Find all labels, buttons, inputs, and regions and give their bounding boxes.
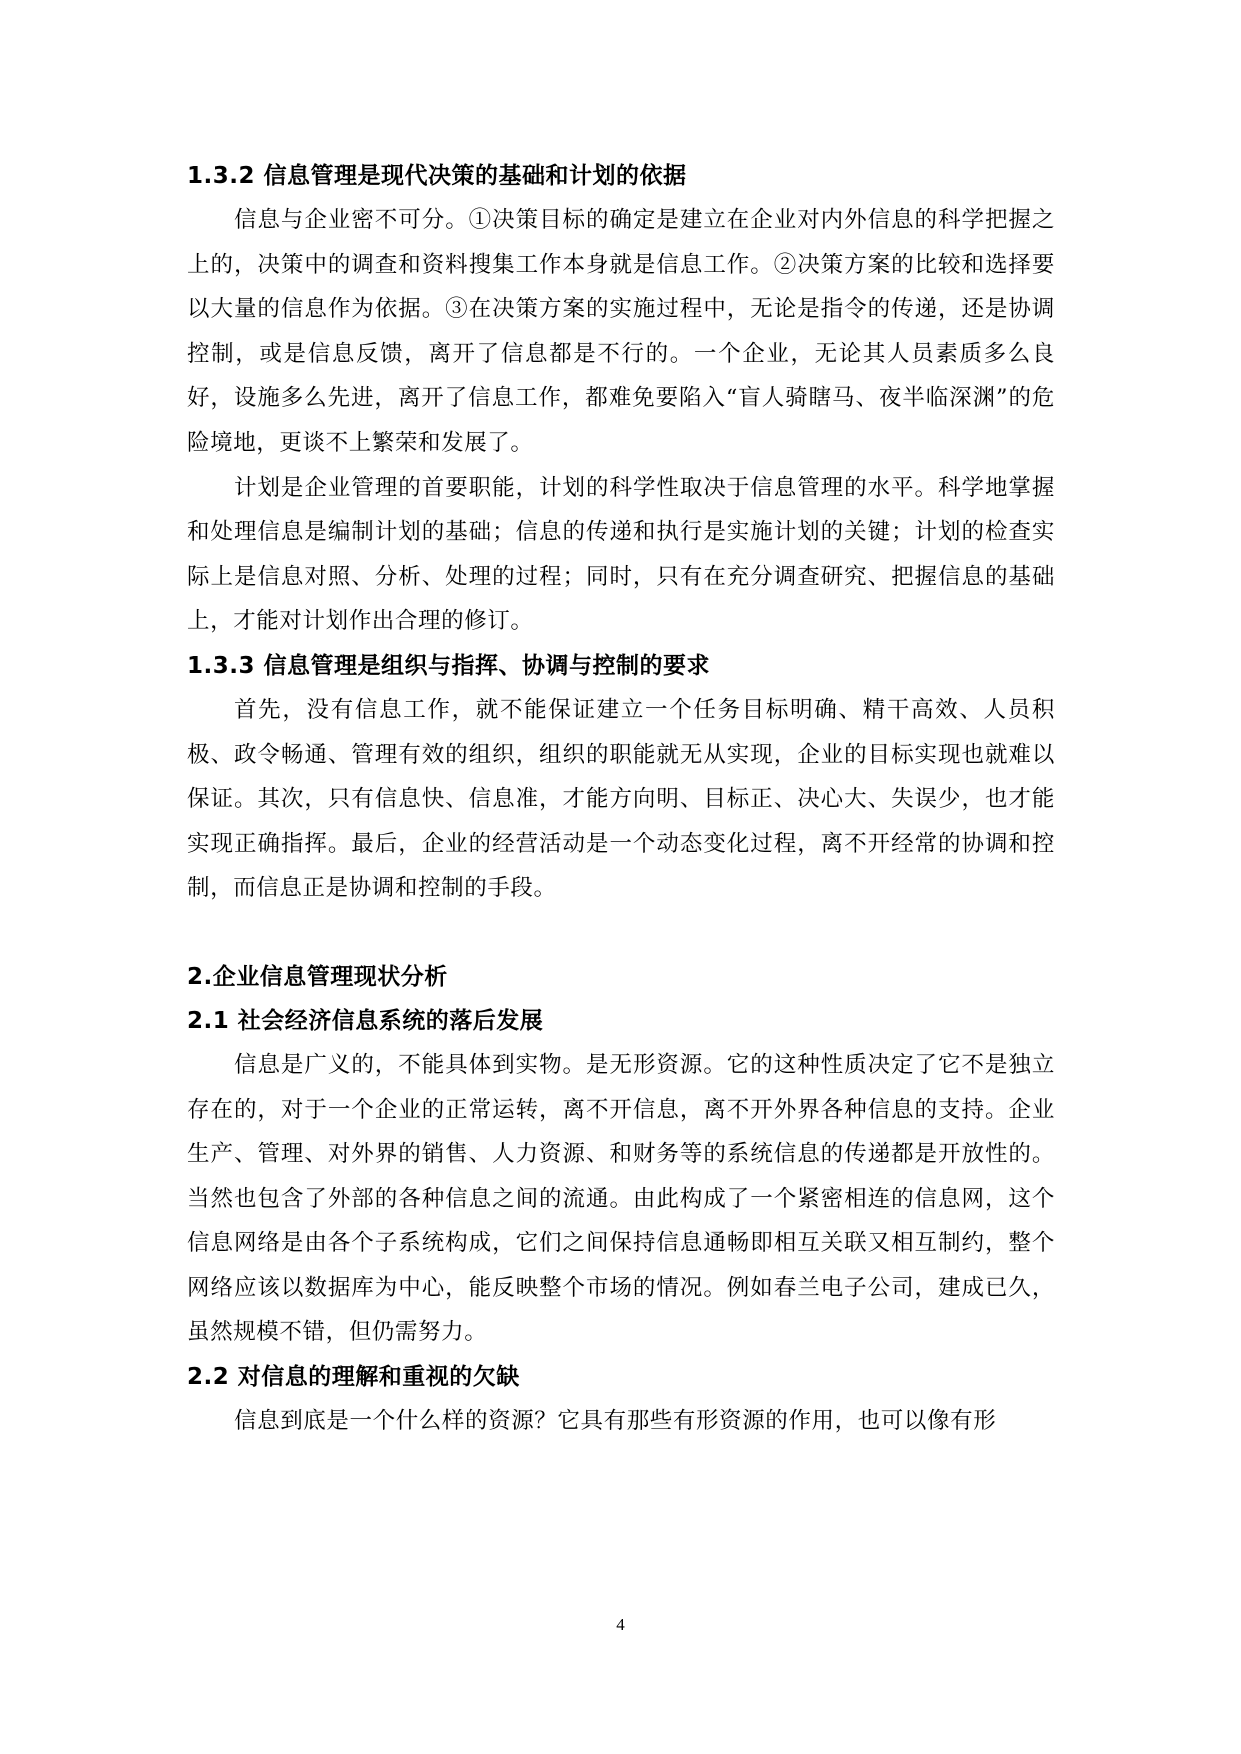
section-heading-1-3-3: 1.3.3 信息管理是组织与指挥、协调与控制的要求 [187, 652, 710, 679]
page-content [187, 154, 1055, 1444]
section-spacer [187, 911, 1055, 955]
paragraph-1-3-2-planning: 计划是企业管理的首要职能，计划的科学性取决于信息管理的水平。科学地掌握和处理信息是编制计划的基础；信息的传递和执行是实施计划的关键；计划的检查实际上是信息对照、分析、处理的过程；同时，只有在充分调查研究、把握信息的基础上，才能对计划作出合理的修订。 [187, 474, 1055, 635]
page-number: 4 [616, 1615, 625, 1634]
paragraph-2-1: 信息是广义的，不能具体到实物。是无形资源。它的这种性质决定了它不是独立存在的，对于一个企业的正常运转，离不开信息，离不开外界各种信息的支持。企业生产、管理、对外界的销售、人力资源、和财务等的系统信息的传递都是开放性的。当然也包含了外部的各种信息之间的流通。由此构成了一个紧密相连的信息网，这个信息网络是由各个子系统构成，它们之间保持信息通畅即相互关联又相互制约，整个网络应该以数据库为中心，能反映整个市场的情况。例如春兰电子公司，建成已久，虽然规模不错，但仍需努力。 [187, 1051, 1055, 1346]
paragraph-2-2: 信息到底是一个什么样的资源？它具有那些有形资源的作用，也可以像有形 [234, 1408, 997, 1435]
section-heading-2-1: 2.1 社会经济信息系统的落后发展 [187, 1007, 544, 1034]
paragraph-1-3-2-decision: 信息与企业密不可分。①决策目标的确定是建立在企业对内外信息的科学把握之上的，决策中的调查和资料搜集工作本身就是信息工作。②决策方案的比较和选择要以大量的信息作为依据。③在决策方案的实施过程中，无论是指令的传递，还是协调控制，或是信息反馈，离开了信息都是不行的。一个企业，无论其人员素质多么良好，设施多么先进，离开了信息工作，都难免要陷入“盲人骑瞎马、夜半临深渊”的危险境地，更谈不上繁荣和发展了。 [187, 207, 1055, 456]
paragraph-1-3-3: 首先，没有信息工作，就不能保证建立一个任务目标明确、精干高效、人员积极、政令畅通、管理有效的组织，组织的职能就无从实现，企业的目标实现也就难以保证。其次，只有信息快、信息准，才能方向明、目标正、决心大、失误少，也才能实现正确指挥。最后，企业的经营活动是一个动态变化过程，离不开经常的协调和控制，而信息正是协调和控制的手段。 [187, 696, 1055, 902]
section-heading-2-2: 2.2 对信息的理解和重视的欠缺 [187, 1364, 520, 1391]
section-heading-1-3-2: 1.3.2 信息管理是现代决策的基础和计划的依据 [187, 163, 687, 189]
chapter-heading-2: 2.企业信息管理现状分析 [187, 963, 448, 990]
